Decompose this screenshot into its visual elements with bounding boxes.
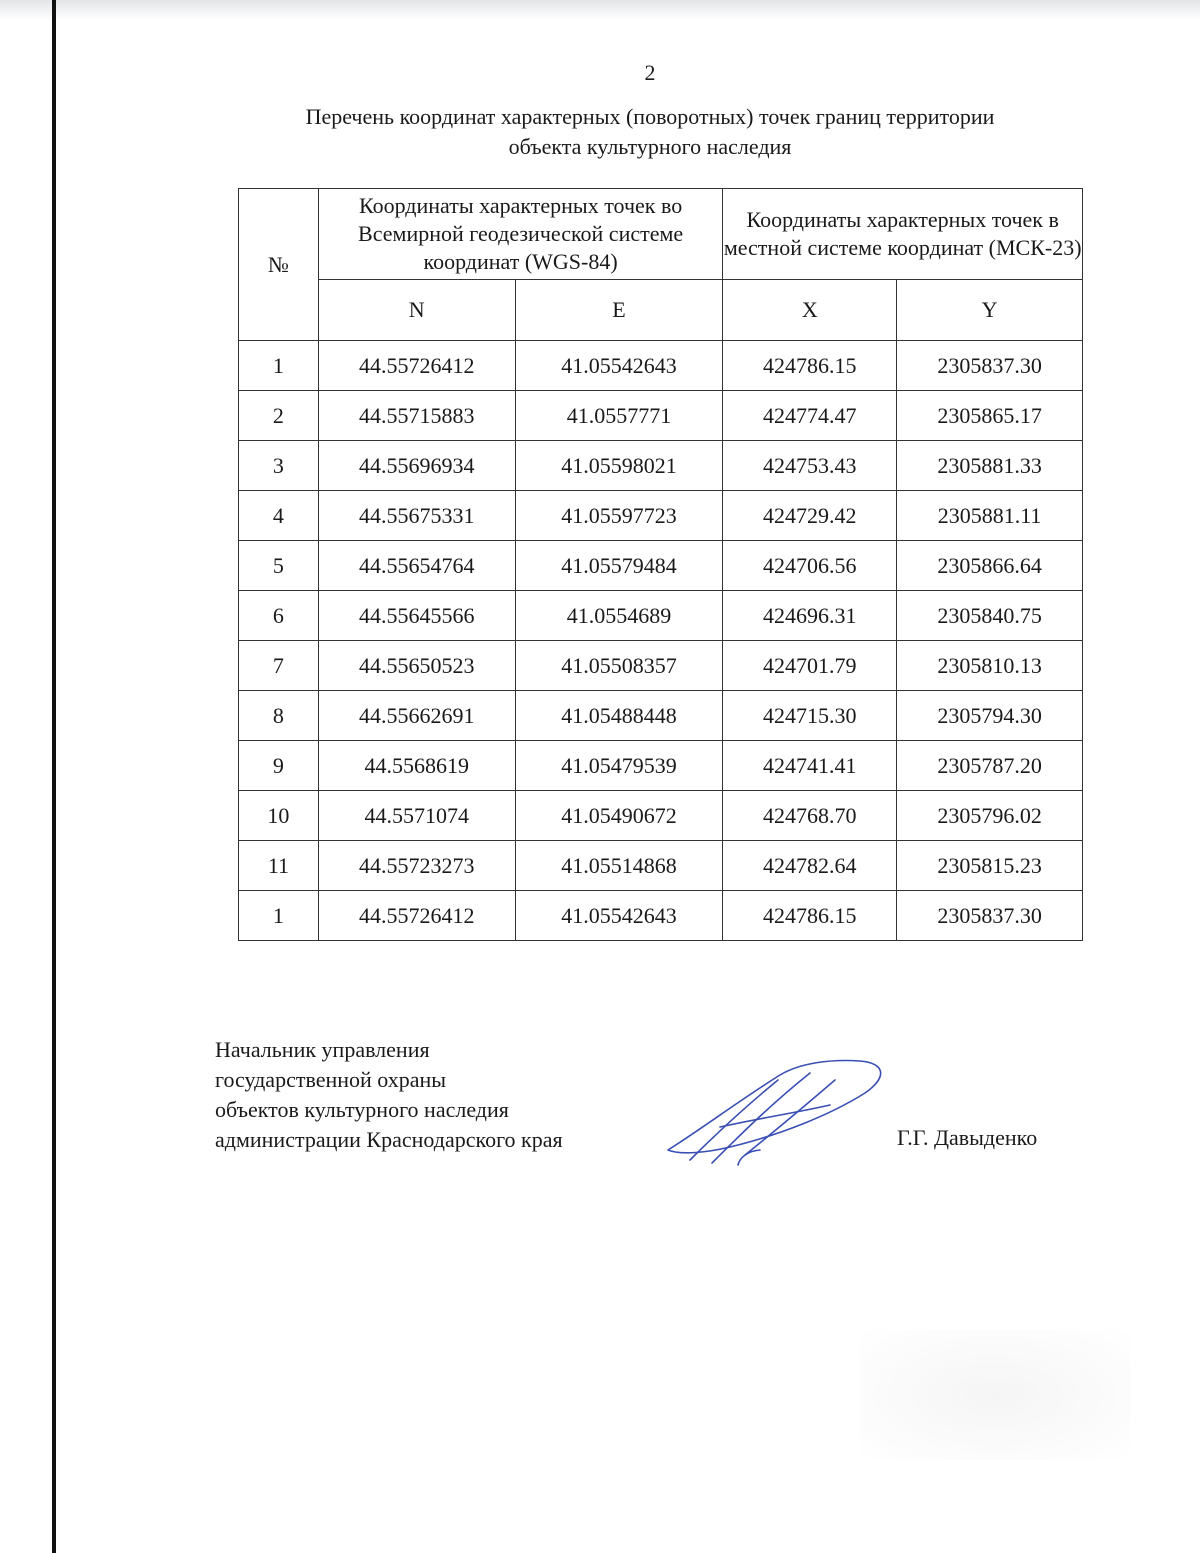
cell-x: 424706.56 <box>723 541 897 591</box>
cell-e: 41.05598021 <box>515 441 723 491</box>
cell-e: 41.05579484 <box>515 541 723 591</box>
signatory-position <box>215 1035 563 1155</box>
cell-n: 44.55650523 <box>318 641 515 691</box>
cell-y: 2305865.17 <box>897 391 1083 441</box>
cell-x: 424741.41 <box>723 741 897 791</box>
header-number: № <box>239 189 319 341</box>
table-row <box>239 341 1083 391</box>
table-row <box>239 391 1083 441</box>
cell-e: 41.0554689 <box>515 591 723 641</box>
cell-point-number: 4 <box>239 491 319 541</box>
table-row <box>239 791 1083 841</box>
cell-point-number: 1 <box>239 341 319 391</box>
cell-point-number: 9 <box>239 741 319 791</box>
cell-n: 44.55654764 <box>318 541 515 591</box>
cell-x: 424786.15 <box>723 891 897 941</box>
cell-e: 41.05542643 <box>515 891 723 941</box>
cell-point-number: 5 <box>239 541 319 591</box>
cell-n: 44.55645566 <box>318 591 515 641</box>
cell-e: 41.05488448 <box>515 691 723 741</box>
document-title-line: объекта культурного наследия <box>508 134 792 159</box>
position-line: Начальник управления <box>215 1037 430 1062</box>
cell-e: 41.05514868 <box>515 841 723 891</box>
cell-x: 424782.64 <box>723 841 897 891</box>
cell-e: 41.05490672 <box>515 791 723 841</box>
table-row <box>239 641 1083 691</box>
cell-y: 2305815.23 <box>897 841 1083 891</box>
scan-top-shadow <box>0 0 1200 20</box>
header-n: N <box>318 280 515 341</box>
table-row <box>239 541 1083 591</box>
cell-n: 44.5571074 <box>318 791 515 841</box>
cell-x: 424768.70 <box>723 791 897 841</box>
cell-point-number: 8 <box>239 691 319 741</box>
cell-point-number: 2 <box>239 391 319 441</box>
cell-x: 424729.42 <box>723 491 897 541</box>
cell-n: 44.55696934 <box>318 441 515 491</box>
handwritten-signature <box>660 1055 890 1170</box>
table-row <box>239 841 1083 891</box>
table-row <box>239 491 1083 541</box>
page-number: 2 <box>644 60 656 85</box>
cell-n: 44.55726412 <box>318 891 515 941</box>
header-e: E <box>515 280 723 341</box>
table-row <box>239 441 1083 491</box>
cell-y: 2305866.64 <box>897 541 1083 591</box>
cell-point-number: 1 <box>239 891 319 941</box>
cell-y: 2305837.30 <box>897 341 1083 391</box>
document-title-line: Перечень координат характерных (поворотных) точек границ территории <box>305 104 995 129</box>
signatory-name: Г.Г. Давыденко <box>897 1125 1038 1150</box>
cell-point-number: 11 <box>239 841 319 891</box>
cell-point-number: 10 <box>239 791 319 841</box>
document-title <box>240 102 1060 162</box>
position-line: администрации Краснодарского края <box>215 1127 563 1152</box>
cell-e: 41.05542643 <box>515 341 723 391</box>
cell-x: 424715.30 <box>723 691 897 741</box>
table-row <box>239 891 1083 941</box>
cell-x: 424753.43 <box>723 441 897 491</box>
cell-y: 2305794.30 <box>897 691 1083 741</box>
cell-n: 44.55723273 <box>318 841 515 891</box>
position-line: государственной охраны <box>215 1067 447 1092</box>
scan-left-edge <box>52 0 56 1553</box>
position-line: объектов культурного наследия <box>215 1097 509 1122</box>
cell-y: 2305881.11 <box>897 491 1083 541</box>
cell-n: 44.55726412 <box>318 341 515 391</box>
cell-y: 2305787.20 <box>897 741 1083 791</box>
header-x: X <box>723 280 897 341</box>
cell-y: 2305881.33 <box>897 441 1083 491</box>
header-msk23-group: Координаты характерных точек в местной системе координат (МСК-23) <box>723 189 1083 280</box>
cell-point-number: 7 <box>239 641 319 691</box>
cell-n: 44.55675331 <box>318 491 515 541</box>
cell-y: 2305837.30 <box>897 891 1083 941</box>
cell-y: 2305796.02 <box>897 791 1083 841</box>
cell-x: 424786.15 <box>723 341 897 391</box>
coordinates-table <box>238 188 1083 941</box>
table-row <box>239 591 1083 641</box>
cell-y: 2305840.75 <box>897 591 1083 641</box>
table-row <box>239 741 1083 791</box>
scan-smudge <box>860 1330 1130 1460</box>
cell-x: 424696.31 <box>723 591 897 641</box>
header-wgs84-group: Координаты характерных точек во Всемирной геодезической системе координат (WGS-84) <box>318 189 723 280</box>
cell-point-number: 3 <box>239 441 319 491</box>
coordinates-table-body <box>239 341 1083 941</box>
cell-e: 41.0557771 <box>515 391 723 441</box>
cell-n: 44.55662691 <box>318 691 515 741</box>
cell-point-number: 6 <box>239 591 319 641</box>
header-y: Y <box>897 280 1083 341</box>
table-row <box>239 691 1083 741</box>
cell-e: 41.05508357 <box>515 641 723 691</box>
cell-n: 44.5568619 <box>318 741 515 791</box>
cell-n: 44.55715883 <box>318 391 515 441</box>
cell-e: 41.05479539 <box>515 741 723 791</box>
cell-x: 424774.47 <box>723 391 897 441</box>
cell-e: 41.05597723 <box>515 491 723 541</box>
cell-x: 424701.79 <box>723 641 897 691</box>
cell-y: 2305810.13 <box>897 641 1083 691</box>
